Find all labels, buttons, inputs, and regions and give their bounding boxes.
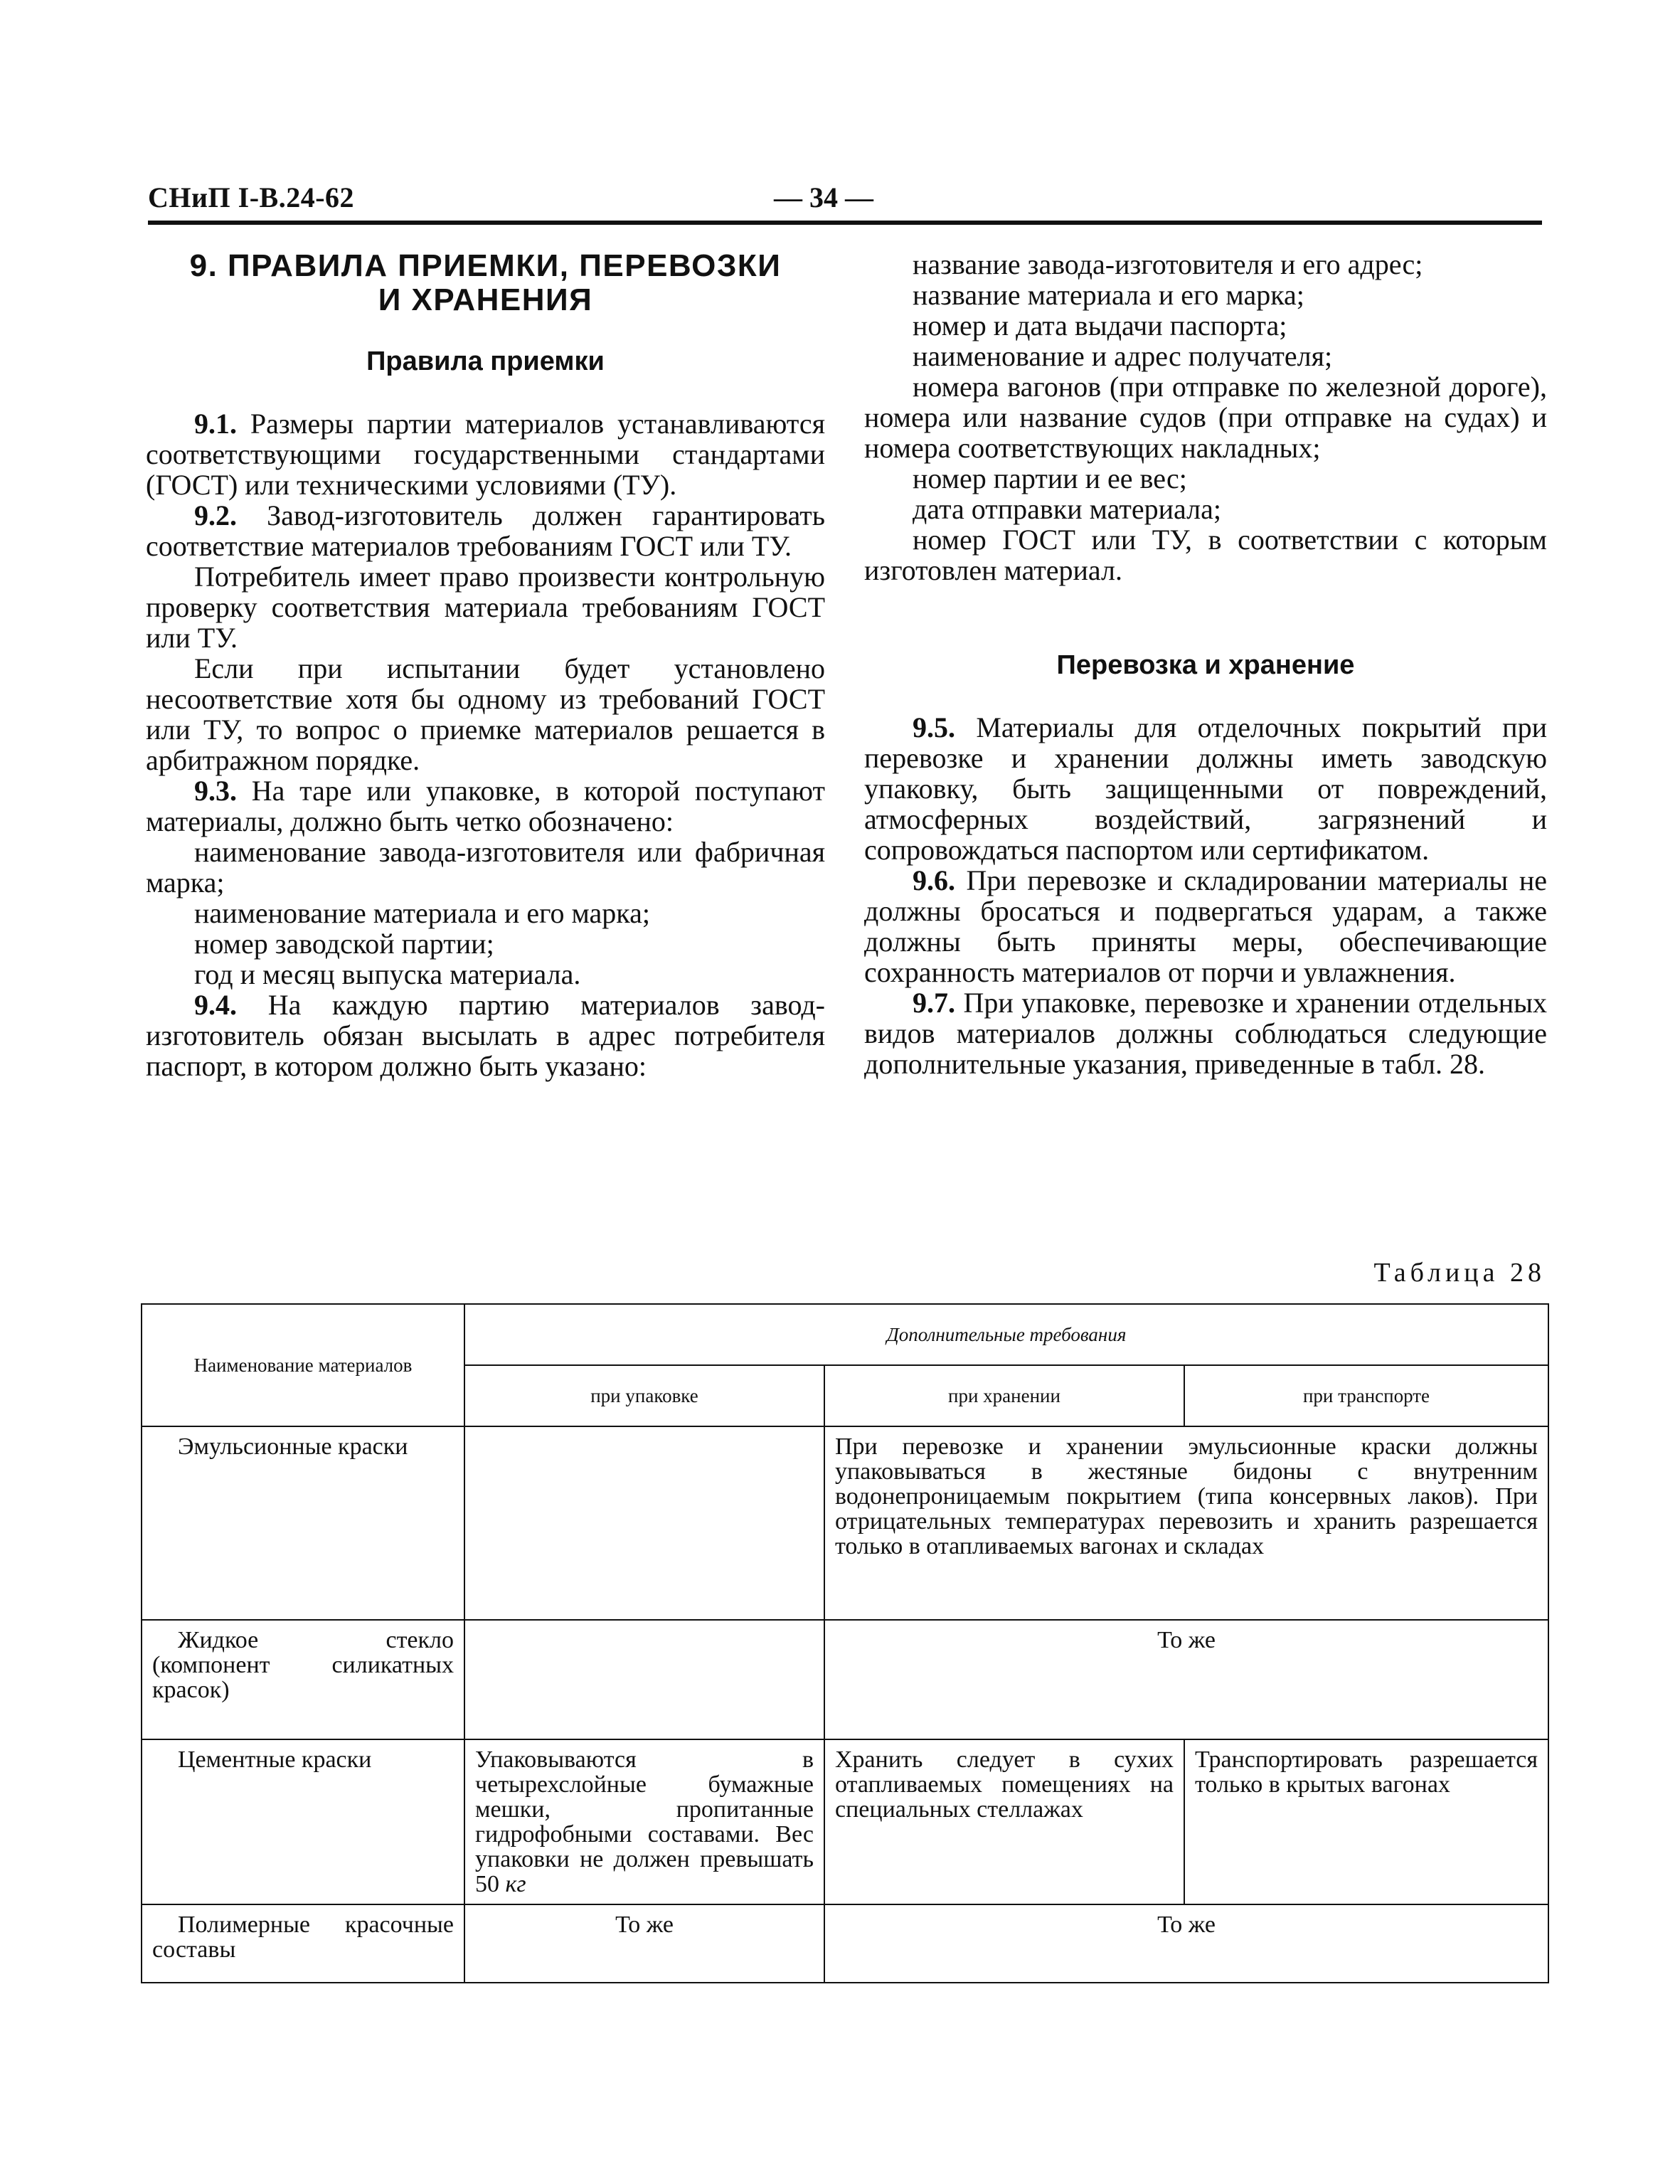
header-additional-requirements: Дополнительные требования <box>464 1304 1548 1365</box>
section-title-line2: И ХРАНЕНИЯ <box>378 282 593 317</box>
packing-cell: То же <box>464 1904 824 1983</box>
header-transport: при транспорте <box>1184 1365 1548 1426</box>
paragraph-9-6 <box>864 865 1547 987</box>
merged-requirement-cell: То же <box>824 1620 1548 1739</box>
merged-requirement-cell: При перевозке и хранении эмульсионные краски должны упаковываться в жестяные бидоны с внутренним водонепроницаемым покрытием (типа консервных лаков). При отрицательных температурах перевозить и хранить разрешается только в отапливаемых вагонах и складах <box>824 1426 1548 1620</box>
weight-unit: кг <box>505 1871 526 1897</box>
paragraph-number: 9.6. <box>913 864 955 896</box>
subtitle-acceptance: Правила приемки <box>366 346 605 376</box>
list-item: номер ГОСТ или ТУ, в соответствии с которым изготовлен материал. <box>864 524 1547 586</box>
paragraph-number: 9.3. <box>194 775 237 807</box>
list-item: наименование и адрес получателя; <box>913 340 1333 372</box>
list-item: название завода-изготовителя и его адрес; <box>913 248 1423 280</box>
paragraph-9-2 <box>146 500 825 561</box>
material-name-cell: Жидкое стекло (компонент силикатных красок) <box>142 1620 464 1739</box>
section-title <box>146 249 825 317</box>
paragraph-text: На каждую партию материалов завод-изготовитель обязан высылать в адрес потребителя паспорт, в котором должно быть указано: <box>146 989 825 1082</box>
paragraph-9-5 <box>864 712 1547 865</box>
requirements-table <box>141 1303 1549 1983</box>
subtitle-transport-storage: Перевозка и хранение <box>1056 650 1355 680</box>
section-title-line1: 9. ПРАВИЛА ПРИЕМКИ, ПЕРЕВОЗКИ <box>189 248 782 283</box>
paragraph-9-2-arbitration: Если при испытании будет установлено несоответствие хотя бы одному из требований ГОСТ или ТУ, то вопрос о приемке материалов решается в арбитражном порядке. <box>146 652 825 776</box>
paragraph-9-1 <box>146 408 825 500</box>
paragraph-number: 9.2. <box>194 499 237 531</box>
paragraph-text: Материалы для отделочных покрытий при перевозке и хранении должны иметь заводскую упаковку, быть защищенными от повреждений, атмосферных воздействий, загрязнений и сопровождаться паспортом или сертификатом. <box>864 711 1547 866</box>
material-name-cell: Цементные краски <box>142 1739 464 1904</box>
table-row <box>142 1426 1548 1620</box>
paragraph-9-2-consumer: Потребитель имеет право произвести контрольную проверку соответствия материала требованиям ГОСТ или ТУ. <box>146 561 825 654</box>
packing-text: Упаковываются в четырехслойные бумажные мешки, пропитанные гидрофобными составами. Вес упаковки не должен превышать 50 <box>475 1746 814 1897</box>
paragraph-9-4 <box>146 990 825 1081</box>
storage-cell: Хранить следует в сухих отапливаемых помещениях на специальных стеллажах <box>824 1739 1184 1904</box>
document-code: СНиП I-В.24-62 <box>148 181 355 213</box>
paragraph-9-7 <box>864 987 1547 1079</box>
page-number: — 34 — <box>774 181 873 213</box>
empty-cell <box>464 1426 824 1620</box>
list-item: номера вагонов (при отправке по железной дороге), номера или название судов (при отправке на судах) и номера соответствующих накладных; <box>864 371 1547 464</box>
table-row <box>142 1739 1548 1904</box>
header-packing: при упаковке <box>464 1365 824 1426</box>
spacer <box>864 585 1547 650</box>
header-storage: при хранении <box>824 1365 1184 1426</box>
merged-requirement-cell: То же <box>824 1904 1548 1983</box>
list-item: номер и дата выдачи паспорта; <box>913 309 1287 341</box>
list-item: номер партии и ее вес; <box>913 462 1187 494</box>
list-item: номер заводской партии; <box>194 928 494 960</box>
paragraph-text: Размеры партии материалов устанавливаются соответствующими государственными стандартами (ГОСТ) или техническими условиями (ТУ). <box>146 408 825 501</box>
list-item: название материала и его марка; <box>913 279 1304 311</box>
table-row <box>142 1620 1548 1739</box>
list-item: год и месяц выпуска материала. <box>194 958 581 990</box>
paragraph-text: Завод-изготовитель должен гарантировать соответствие материалов требованиям ГОСТ или ТУ. <box>146 499 825 562</box>
table-caption: Таблица 28 <box>1373 1258 1546 1288</box>
list-item: наименование завода-изготовителя или фабричная марка; <box>146 836 825 898</box>
right-column <box>864 249 1547 1079</box>
paragraph-text: При упаковке, перевозке и хранении отдельных видов материалов должны соблюдаться следующие дополнительные указания, приведенные в табл. 28. <box>864 987 1547 1080</box>
transport-cell: Транспортировать разрешается только в крытых вагонах <box>1184 1739 1548 1904</box>
left-column <box>146 249 825 1081</box>
page-header <box>148 174 1542 230</box>
empty-cell <box>464 1620 824 1739</box>
paragraph-number: 9.4. <box>194 989 237 1021</box>
list-item: наименование материала и его марка; <box>194 897 650 929</box>
paragraph-text: При перевозке и складировании материалы не должны бросаться и подвергаться ударам, а также должны быть приняты меры, обеспечивающие сохранность материалов от порчи и увлажнения. <box>864 864 1547 988</box>
packing-cell <box>464 1739 824 1904</box>
paragraph-number: 9.7. <box>913 987 955 1019</box>
paragraph-number: 9.1. <box>194 408 237 440</box>
paragraph-number: 9.5. <box>913 711 955 743</box>
table-row <box>142 1904 1548 1983</box>
material-name-cell: Полимерные красочные составы <box>142 1904 464 1983</box>
list-item: дата отправки материала; <box>913 493 1221 525</box>
header-rule <box>148 221 1542 225</box>
paragraph-text: На таре или упаковке, в которой поступают материалы, должно быть четко обозначено: <box>146 775 825 837</box>
material-name-cell: Эмульсионные краски <box>142 1426 464 1620</box>
paragraph-9-3 <box>146 775 825 837</box>
header-material-name: Наименование материалов <box>142 1304 464 1426</box>
